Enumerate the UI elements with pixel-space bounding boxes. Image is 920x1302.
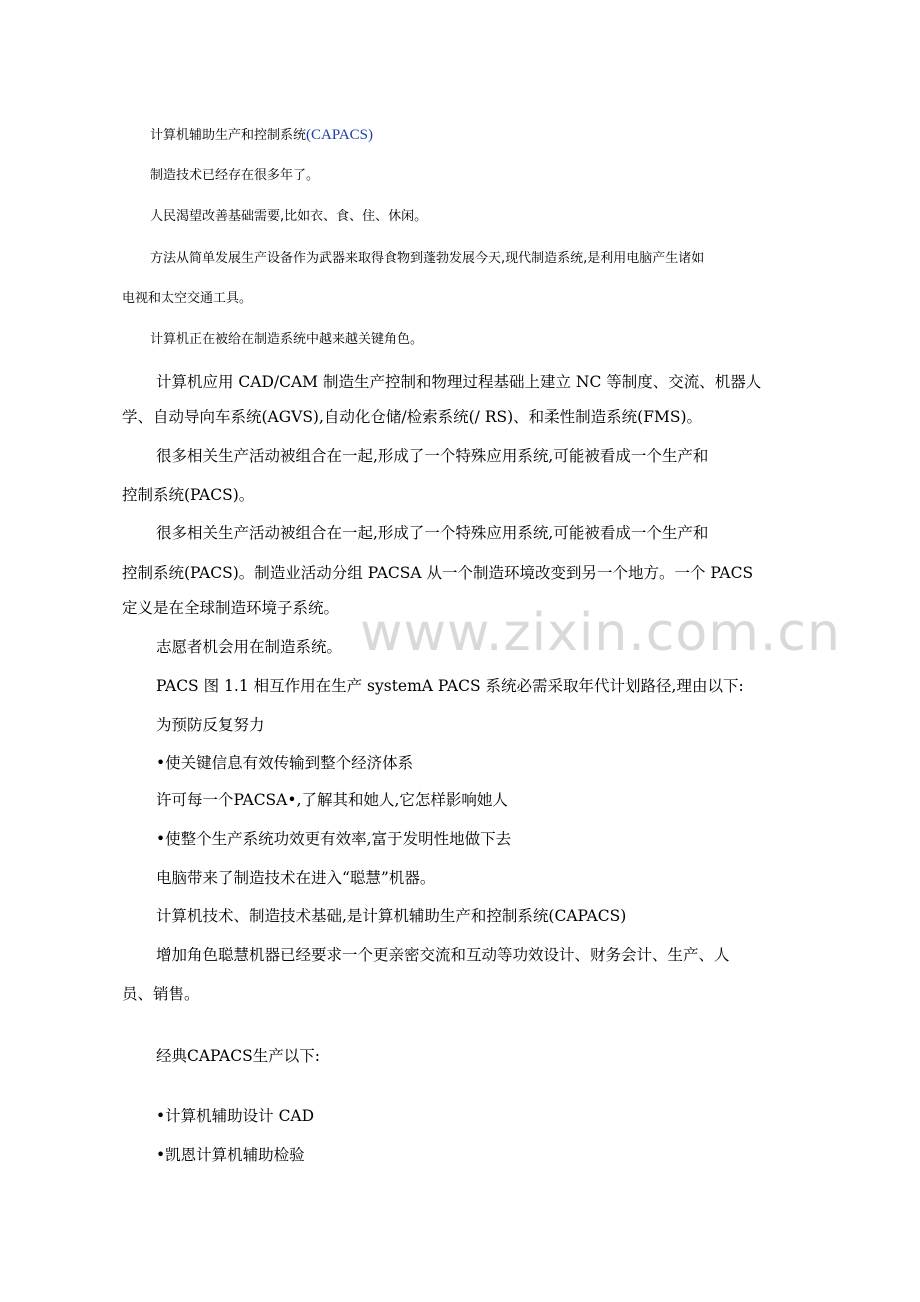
- paragraph: 增加角色聪慧机器已经要求一个更亲密交流和互动等功效设计、财务会计、生产、人: [156, 946, 730, 964]
- paragraph-continued: 学、自动导向车系统(AGVS),自动化仓储/检索系统(/ RS)、和柔性制造系统(FMS)。: [122, 408, 703, 426]
- paragraph: 许可每一个PACSA•,了解其和她人,它怎样影响她人: [156, 791, 508, 809]
- paragraph: 计算机正在被给在制造系统中越来越关键角色。: [150, 332, 424, 347]
- title-text: 计算机辅助生产和控制系统: [150, 128, 307, 143]
- paragraph: 人民渴望改善基础需要,比如衣、食、住、休闲。: [150, 209, 428, 224]
- paragraph: 方法从简单发展生产设备作为武器来取得食物到蓬勃发展今天,现代制造系统,是利用电脑产生诸如: [150, 251, 705, 266]
- title-acronym: (CAPACS): [306, 127, 373, 143]
- paragraph: 经典CAPACS生产以下:: [156, 1047, 320, 1065]
- paragraph-continued: 控制系统(PACS)。: [122, 486, 255, 504]
- paragraph: 计算机技术、制造技术基础,是计算机辅助生产和控制系统(CAPACS): [156, 907, 627, 925]
- paragraph: 计算机应用 CAD/CAM 制造生产控制和物理过程基础上建立 NC 等制度、交流、机器人: [156, 373, 762, 391]
- bullet-item: •凯恩计算机辅助检验: [156, 1146, 305, 1164]
- bullet-item: •使关键信息有效传输到整个经济体系: [156, 754, 414, 772]
- paragraph: 很多相关生产活动被组合在一起,形成了一个特殊应用系统,可能被看成一个生产和: [156, 447, 709, 465]
- document-title: [150, 125, 373, 146]
- paragraph: 电脑带来了制造技术在进入“聪慧”机器。: [156, 869, 436, 887]
- bullet-item: •使整个生产系统功效更有效率,富于发明性地做下去: [156, 830, 512, 848]
- paragraph: 志愿者机会用在制造系统。: [156, 638, 343, 656]
- paragraph-continued: 员、销售。: [122, 985, 200, 1003]
- paragraph-continued: 电视和太空交通工具。: [122, 291, 253, 306]
- paragraph: PACS 图 1.1 相互作用在生产 systemA PACS 系统必需采取年代计划路径,理由以下:: [156, 677, 744, 695]
- paragraph: 很多相关生产活动被组合在一起,形成了一个特殊应用系统,可能被看成一个生产和: [156, 524, 709, 542]
- bullet-item: •计算机辅助设计 CAD: [156, 1107, 315, 1125]
- paragraph-continued: 控制系统(PACS)。制造业活动分组 PACSA 从一个制造环境改变到另一个地方。一个 PACS: [122, 564, 754, 582]
- paragraph: 为预防反复努力: [156, 716, 265, 734]
- paragraph: 制造技术已经存在很多年了。: [150, 168, 320, 183]
- paragraph-continued: 定义是在全球制造环境子系统。: [122, 599, 340, 617]
- watermark: www.zixin.com.cn: [360, 603, 841, 663]
